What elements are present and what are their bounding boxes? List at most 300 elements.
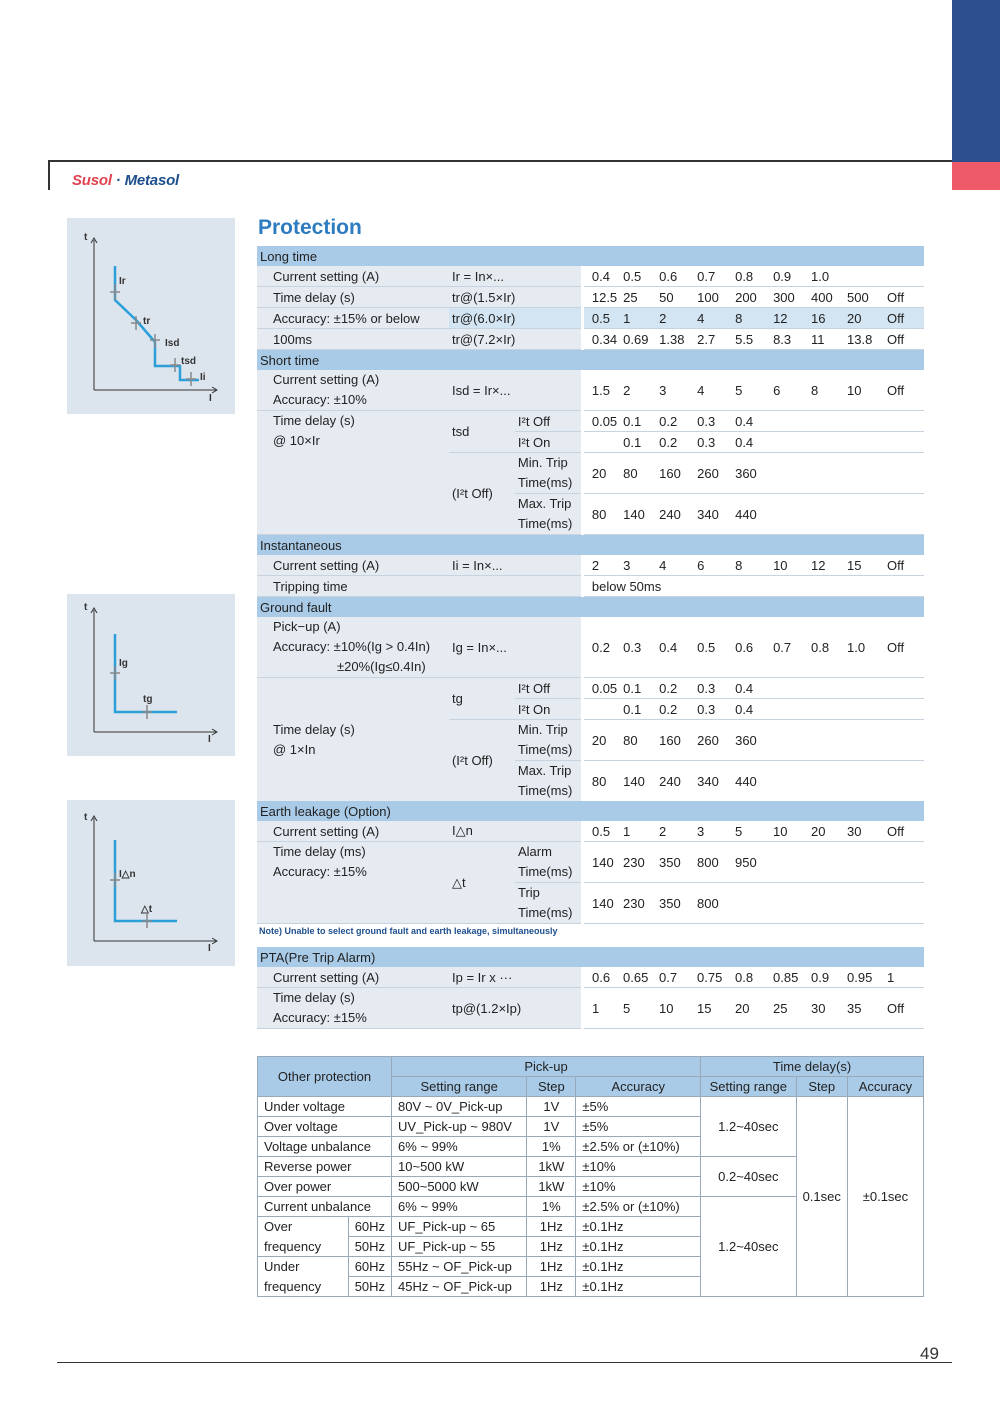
table-cell xyxy=(808,453,844,494)
table-cell: 1% xyxy=(527,1137,576,1157)
table-cell xyxy=(449,576,581,597)
table-cell: 140 xyxy=(620,761,656,802)
table-cell: Over voltage xyxy=(258,1117,392,1137)
table-cell: 160 xyxy=(656,720,694,761)
table-cell: 0.5 xyxy=(620,266,656,287)
table-cell: 12 xyxy=(770,308,808,329)
axis-label-t: t xyxy=(84,602,88,613)
table-cell: 800 xyxy=(694,842,732,883)
table-cell: Under voltage xyxy=(258,1097,392,1117)
table-cell xyxy=(770,453,808,494)
label-idn: I△n xyxy=(119,869,136,880)
table-cell: Current unbalance xyxy=(258,1197,392,1217)
table-cell: 12 xyxy=(808,555,844,576)
table-cell: 20 xyxy=(584,720,620,761)
table-cell: 0.2 xyxy=(656,699,694,720)
table-cell: 20 xyxy=(844,308,884,329)
table-cell: 0.2~40sec xyxy=(701,1157,797,1197)
table-cell: 50Hz xyxy=(348,1237,391,1257)
table-cell xyxy=(808,494,844,535)
table-row xyxy=(257,266,924,287)
table-cell: Current setting (A) Accuracy: ±10% xyxy=(257,370,449,411)
table-cell xyxy=(844,432,884,453)
table-cell: 400 xyxy=(808,287,844,308)
table-cell: 1Hz xyxy=(527,1257,576,1277)
table-cell: 0.2 xyxy=(656,678,694,699)
table-cell: 30 xyxy=(808,988,844,1029)
table-cell: 1.0 xyxy=(844,617,884,678)
table-cell xyxy=(770,432,808,453)
table-cell: 0.7 xyxy=(770,617,808,678)
table-cell: 0.6 xyxy=(656,266,694,287)
table-cell: Short time xyxy=(257,350,924,371)
table-cell xyxy=(884,432,924,453)
table-cell: 440 xyxy=(732,494,770,535)
table-cell: 50 xyxy=(656,287,694,308)
table-cell: 240 xyxy=(656,494,694,535)
table-cell: 12.5 xyxy=(584,287,620,308)
table-cell: 8 xyxy=(808,370,844,411)
table-cell: Voltage unbalance xyxy=(258,1137,392,1157)
table-cell: 1.2~40sec xyxy=(701,1197,797,1297)
table-cell: 6 xyxy=(770,370,808,411)
table-cell: Accuracy xyxy=(847,1077,923,1097)
table-cell: 8 xyxy=(732,308,770,329)
table-cell xyxy=(884,761,924,802)
table-cell: 1.0 xyxy=(808,266,844,287)
table-cell: 0.6 xyxy=(584,967,620,988)
table-cell xyxy=(844,842,884,883)
table-cell xyxy=(844,411,884,432)
table-cell: Time delay (s) xyxy=(257,287,449,308)
table-row xyxy=(257,329,924,350)
table-cell: Current setting (A) xyxy=(257,555,449,576)
table-cell: 0.4 xyxy=(732,699,770,720)
table-cell: ±10% xyxy=(576,1157,701,1177)
table-cell: Time delay (ms) Accuracy: ±15% xyxy=(257,842,449,924)
table-cell: 1.38 xyxy=(656,329,694,350)
table-cell: 5 xyxy=(732,370,770,411)
earth-leakage-table xyxy=(257,801,924,924)
table-cell: 5 xyxy=(620,988,656,1029)
earth-leakage-header xyxy=(257,801,924,821)
table-cell xyxy=(770,411,808,432)
instantaneous-header xyxy=(257,535,924,556)
table-cell: 440 xyxy=(732,761,770,802)
side-tab-blue xyxy=(952,0,1000,162)
table-cell: 1 xyxy=(620,821,656,842)
table-cell: 0.5 xyxy=(694,617,732,678)
table-cell: 0.4 xyxy=(656,617,694,678)
table-cell: Setting range xyxy=(701,1077,797,1097)
table-cell xyxy=(884,453,924,494)
table-row xyxy=(257,576,924,597)
label-tr: tr xyxy=(143,316,151,327)
table-cell: ±2.5% or (±10%) xyxy=(576,1137,701,1157)
table-cell: 350 xyxy=(656,842,694,883)
table-cell: 6 xyxy=(694,555,732,576)
table-cell: 1 xyxy=(620,308,656,329)
ground-fault-curve-diagram xyxy=(67,594,235,756)
table-cell: 0.2 xyxy=(656,432,694,453)
table-row xyxy=(258,1097,924,1117)
table-cell xyxy=(770,720,808,761)
table-cell: 8 xyxy=(732,555,770,576)
table-cell: Current setting (A) xyxy=(257,821,449,842)
table-cell xyxy=(770,494,808,535)
long-short-curve-diagram xyxy=(67,218,235,414)
table-cell: 0.9 xyxy=(808,967,844,988)
table-cell xyxy=(808,883,844,924)
table-cell: 240 xyxy=(656,761,694,802)
table-cell: 0.4 xyxy=(732,432,770,453)
table-cell: 260 xyxy=(694,453,732,494)
table-cell: 5 xyxy=(732,821,770,842)
col-pickup: Pick-up xyxy=(392,1057,701,1077)
table-cell: 0.7 xyxy=(656,967,694,988)
page-number: 49 xyxy=(920,1344,939,1363)
footnote: Note) Unable to select ground fault and earth leakage, simultaneously xyxy=(259,926,558,936)
table-row xyxy=(257,678,924,699)
table-cell: 0.5 xyxy=(584,308,620,329)
table-cell: Min. Trip Time(ms) xyxy=(515,453,581,494)
table-cell: 11 xyxy=(808,329,844,350)
table-cell: frequency xyxy=(258,1277,349,1297)
table-cell: ±0.1Hz xyxy=(576,1257,701,1277)
label-isd: Isd xyxy=(165,338,180,349)
table-cell: 0.34 xyxy=(584,329,620,350)
table-cell: 80V ~ 0V_Pick-up xyxy=(392,1097,527,1117)
table-cell: UF_Pick-up ~ 55 xyxy=(392,1237,527,1257)
table-cell: 0.95 xyxy=(844,967,884,988)
table-cell: tr@(7.2×Ir) xyxy=(449,329,581,350)
table-cell: 0.8 xyxy=(732,266,770,287)
table-cell: Ig = In×... xyxy=(449,617,581,678)
protection-table xyxy=(257,246,924,802)
table-cell: tr@(6.0×Ir) xyxy=(449,308,581,329)
table-row xyxy=(257,967,924,988)
table-cell: 1kW xyxy=(527,1157,576,1177)
table-cell: UV_Pick-up ~ 980V xyxy=(392,1117,527,1137)
table-cell: △t xyxy=(449,842,515,924)
brand-logo: Susol · Metasol xyxy=(72,172,180,189)
table-cell: tsd xyxy=(449,411,515,453)
table-cell: Tripping time xyxy=(257,576,449,597)
table-cell: 80 xyxy=(584,494,620,535)
table-cell: 5.5 xyxy=(732,329,770,350)
table-cell: I²t Off xyxy=(515,411,581,432)
table-cell: 1V xyxy=(527,1097,576,1117)
table-row xyxy=(257,617,924,678)
table-cell: 140 xyxy=(584,883,620,924)
table-cell: Ii = In×... xyxy=(449,555,581,576)
table-cell: 140 xyxy=(584,842,620,883)
table-cell: ±5% xyxy=(576,1097,701,1117)
table-cell: ±0.1Hz xyxy=(576,1237,701,1257)
table-cell xyxy=(808,678,844,699)
table-cell: below 50ms xyxy=(584,576,924,597)
table-cell: ±10% xyxy=(576,1177,701,1197)
table-cell: Earth leakage (Option) xyxy=(257,801,924,821)
table-cell: 0.4 xyxy=(732,411,770,432)
table-cell: Off xyxy=(884,555,924,576)
table-cell: UF_Pick-up ~ 65 xyxy=(392,1217,527,1237)
table-cell: 0.3 xyxy=(694,411,732,432)
table-cell: 360 xyxy=(732,720,770,761)
table-cell: Off xyxy=(884,821,924,842)
table-cell: 100 xyxy=(694,287,732,308)
table-cell: 340 xyxy=(694,494,732,535)
table-cell: 350 xyxy=(656,883,694,924)
table-cell: 16 xyxy=(808,308,844,329)
table-cell xyxy=(844,699,884,720)
table-cell: 25 xyxy=(770,988,808,1029)
table-cell xyxy=(732,883,770,924)
table-cell: Off xyxy=(884,287,924,308)
table-cell xyxy=(808,699,844,720)
table-cell: 200 xyxy=(732,287,770,308)
table-cell: Setting range xyxy=(392,1077,527,1097)
footer-rule xyxy=(57,1362,952,1363)
table-cell: Time delay (s) @ 10×Ir xyxy=(257,411,449,535)
table-cell: Current setting (A) xyxy=(257,967,449,988)
table-cell: Time delay (s) Accuracy: ±15% xyxy=(257,988,449,1029)
axis-label-t: t xyxy=(84,232,88,243)
table-cell: Max. Trip Time(ms) xyxy=(515,494,581,535)
table-cell xyxy=(884,266,924,287)
label-ig: Ig xyxy=(119,658,128,669)
table-row xyxy=(257,370,924,411)
table-cell: 230 xyxy=(620,883,656,924)
table-cell: 0.6 xyxy=(732,617,770,678)
table-cell: 10 xyxy=(770,821,808,842)
table-cell xyxy=(884,720,924,761)
table-cell: 20 xyxy=(732,988,770,1029)
table-cell: 300 xyxy=(770,287,808,308)
label-tg: tg xyxy=(143,694,153,705)
table-cell: Pick−up (A) Accuracy: ±10%(Ig > 0.4In) ±20%(Ig≤0.4In) xyxy=(257,617,449,678)
table-cell: tg xyxy=(449,678,515,720)
other-protection-table xyxy=(257,1056,924,1297)
axis-label-t: t xyxy=(84,812,88,823)
table-cell: 55Hz ~ OF_Pick-up xyxy=(392,1257,527,1277)
table-cell: 13.8 xyxy=(844,329,884,350)
table-cell: 15 xyxy=(844,555,884,576)
table-cell: 60Hz xyxy=(348,1217,391,1237)
table-cell xyxy=(884,842,924,883)
table-cell xyxy=(844,494,884,535)
axis-label-i: I xyxy=(209,393,212,404)
table-row xyxy=(257,555,924,576)
table-cell: 950 xyxy=(732,842,770,883)
table-cell: Long time xyxy=(257,246,924,266)
table-cell: 50Hz xyxy=(348,1277,391,1297)
table-cell: 360 xyxy=(732,453,770,494)
table-cell: 0.3 xyxy=(620,617,656,678)
table-cell: 0.8 xyxy=(732,967,770,988)
table-cell: 0.85 xyxy=(770,967,808,988)
pta-header xyxy=(257,947,924,967)
table-cell xyxy=(808,761,844,802)
table-row xyxy=(257,411,924,432)
table-cell: I²t On xyxy=(515,699,581,720)
table-cell: Under xyxy=(258,1257,349,1277)
table-cell: Isd = Ir×... xyxy=(449,370,581,411)
table-cell: 500 xyxy=(844,287,884,308)
table-cell: Off xyxy=(884,329,924,350)
table-cell: Trip Time(ms) xyxy=(515,883,581,924)
table-cell xyxy=(808,842,844,883)
table-cell: ±5% xyxy=(576,1117,701,1137)
table-cell: 1V xyxy=(527,1117,576,1137)
table-cell xyxy=(884,699,924,720)
table-cell: 45Hz ~ OF_Pick-up xyxy=(392,1277,527,1297)
table-cell: I△n xyxy=(449,821,581,842)
table-cell xyxy=(584,699,620,720)
table-cell: Ir = In×... xyxy=(449,266,581,287)
table-cell: 10 xyxy=(770,555,808,576)
table-cell: 1Hz xyxy=(527,1277,576,1297)
table-cell: 2 xyxy=(656,821,694,842)
table-cell xyxy=(584,432,620,453)
table-cell: 1.2~40sec xyxy=(701,1097,797,1157)
table-cell: 140 xyxy=(620,494,656,535)
table-cell: 0.4 xyxy=(732,678,770,699)
table-cell: 260 xyxy=(694,720,732,761)
table-cell xyxy=(770,678,808,699)
table-cell: 230 xyxy=(620,842,656,883)
col-other-protection: Other protection xyxy=(258,1057,392,1097)
table-cell: PTA(Pre Trip Alarm) xyxy=(257,947,924,967)
table-cell xyxy=(770,699,808,720)
table-cell: 2.7 xyxy=(694,329,732,350)
table-cell: tp@(1.2×Ip) xyxy=(449,988,581,1029)
table-cell: Off xyxy=(884,617,924,678)
table-cell: 60Hz xyxy=(348,1257,391,1277)
table-cell: 2 xyxy=(620,370,656,411)
table-cell: ±0.1Hz xyxy=(576,1217,701,1237)
table-cell: 20 xyxy=(584,453,620,494)
table-cell xyxy=(884,494,924,535)
table-cell: 0.05 xyxy=(584,411,620,432)
table-cell xyxy=(808,411,844,432)
table-cell xyxy=(844,883,884,924)
table-cell: Off xyxy=(884,988,924,1029)
side-tab-red xyxy=(952,162,1000,190)
table-row xyxy=(257,287,924,308)
table-cell: 1Hz xyxy=(527,1217,576,1237)
label-ir: Ir xyxy=(119,276,126,287)
table-cell: ±2.5% or (±10%) xyxy=(576,1197,701,1217)
col-time-delay: Time delay(s) xyxy=(701,1057,924,1077)
table-cell: 30 xyxy=(844,821,884,842)
table-row-highlighted xyxy=(257,308,924,329)
table-cell xyxy=(808,720,844,761)
table-cell: ±0.1Hz xyxy=(576,1277,701,1297)
table-cell: Max. Trip Time(ms) xyxy=(515,761,581,802)
table-cell: Instantaneous xyxy=(257,535,924,556)
table-cell: 1 xyxy=(884,967,924,988)
table-cell: 80 xyxy=(584,761,620,802)
table-cell: 0.5 xyxy=(584,821,620,842)
table-cell: 1kW xyxy=(527,1177,576,1197)
table-cell xyxy=(770,842,808,883)
table-cell: ±0.1sec xyxy=(847,1097,923,1297)
table-cell: 0.69 xyxy=(620,329,656,350)
table-cell: (I²t Off) xyxy=(449,720,515,802)
table-cell: 0.4 xyxy=(584,266,620,287)
table-cell xyxy=(884,411,924,432)
table-cell: 3 xyxy=(694,821,732,842)
table-cell: 10~500 kW xyxy=(392,1157,527,1177)
label-dt: △t xyxy=(141,904,153,915)
table-cell: 10 xyxy=(844,370,884,411)
table-cell: 0.7 xyxy=(694,266,732,287)
table-cell: 4 xyxy=(656,555,694,576)
table-cell: 1.5 xyxy=(584,370,620,411)
label-ii: Ii xyxy=(200,372,206,383)
table-cell: 500~5000 kW xyxy=(392,1177,527,1197)
label-tsd: tsd xyxy=(181,356,196,367)
table-cell: Accuracy xyxy=(576,1077,701,1097)
table-cell: 35 xyxy=(844,988,884,1029)
table-cell: Accuracy: ±15% or below xyxy=(257,308,449,329)
table-cell: 0.3 xyxy=(694,678,732,699)
table-cell: Alarm Time(ms) xyxy=(515,842,581,883)
table-cell: 4 xyxy=(694,370,732,411)
table-cell: 800 xyxy=(694,883,732,924)
table-cell: 3 xyxy=(620,555,656,576)
table-cell xyxy=(844,761,884,802)
table-cell: 1Hz xyxy=(527,1237,576,1257)
table-cell: 1 xyxy=(584,988,620,1029)
table-cell xyxy=(770,761,808,802)
short-time-header xyxy=(257,350,924,371)
table-cell: 0.1 xyxy=(620,411,656,432)
table-cell: 340 xyxy=(694,761,732,802)
table-cell: I²t Off xyxy=(515,678,581,699)
table-cell: 0.75 xyxy=(694,967,732,988)
table-cell: 6% ~ 99% xyxy=(392,1197,527,1217)
table-cell: Off xyxy=(884,370,924,411)
table-cell xyxy=(844,678,884,699)
table-cell: Reverse power xyxy=(258,1157,392,1177)
table-cell: Over xyxy=(258,1217,349,1237)
table-cell: 100ms xyxy=(257,329,449,350)
section-title: Protection xyxy=(258,216,362,239)
table-cell: 0.1 xyxy=(620,432,656,453)
table-cell xyxy=(884,678,924,699)
table-cell xyxy=(844,720,884,761)
table-cell: 1% xyxy=(527,1197,576,1217)
table-cell: 0.2 xyxy=(584,617,620,678)
header-rule-tick xyxy=(48,160,50,190)
table-cell: Ip = Ir x ··· xyxy=(449,967,581,988)
table-cell xyxy=(770,883,808,924)
table-cell: 0.2 xyxy=(656,411,694,432)
table-cell: 80 xyxy=(620,453,656,494)
table-row xyxy=(257,821,924,842)
table-row xyxy=(257,842,924,883)
table-cell: 10 xyxy=(656,988,694,1029)
table-cell: 3 xyxy=(656,370,694,411)
table-cell: 0.65 xyxy=(620,967,656,988)
long-time-header xyxy=(257,246,924,266)
table-cell: Min. Trip Time(ms) xyxy=(515,720,581,761)
table-cell: I²t On xyxy=(515,432,581,453)
table-cell: 0.3 xyxy=(694,432,732,453)
table-cell: 25 xyxy=(620,287,656,308)
